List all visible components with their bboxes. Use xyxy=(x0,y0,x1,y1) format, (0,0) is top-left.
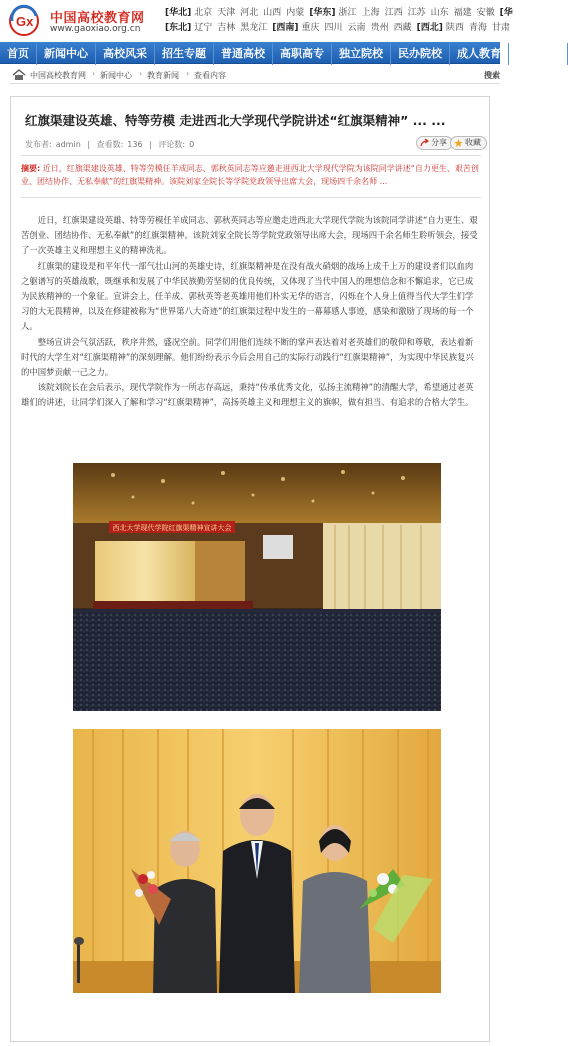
body-paragraph: 近日，红旗渠建设英雄、特等劳模任羊成同志、郭秋英同志等应邀走进西北大学现代学院为该院同学讲述“自力更生、艰苦创业、团结协作、无私奉献”的红旗渠精神。该院刘家全院长等学院党政领导出席大会，现场四千余名师生聆听领会，接受了一次英雄主义和理想主义的精神洗礼。 xyxy=(21,215,478,256)
region-city-link[interactable]: 内蒙 xyxy=(286,8,305,18)
nav-item[interactable]: 高校风采 xyxy=(96,43,155,65)
region-city-link[interactable]: 江苏 xyxy=(407,8,426,18)
region-group-label[interactable]: [东北] xyxy=(165,23,192,33)
auditorium-photo xyxy=(73,463,441,711)
divider xyxy=(21,155,481,156)
site-header xyxy=(0,0,513,40)
region-city-link[interactable]: 江西 xyxy=(384,8,403,18)
crumb-home[interactable]: 中国高校教育网 xyxy=(30,71,86,80)
article-summary xyxy=(21,162,481,188)
region-city-link[interactable]: 辽宁 xyxy=(194,23,213,33)
main-nav xyxy=(0,42,560,64)
region-city-link[interactable]: 云南 xyxy=(347,23,366,33)
favorite-button[interactable] xyxy=(450,136,487,150)
nav-item[interactable]: 民办院校 xyxy=(391,43,450,65)
gx-logo-icon xyxy=(8,6,42,36)
region-city-link[interactable]: 贵州 xyxy=(370,23,389,33)
favorite-label: 收藏 xyxy=(465,138,481,147)
region-group-label[interactable]: [华 xyxy=(499,8,513,18)
region-city-link[interactable]: 青海 xyxy=(468,23,487,33)
region-city-link[interactable]: 陕西 xyxy=(445,23,464,33)
nav-item[interactable]: 普通高校 xyxy=(214,43,273,65)
search-link[interactable]: 搜索 xyxy=(484,71,500,80)
crumb-separator: › xyxy=(186,69,190,78)
region-city-link[interactable]: 四川 xyxy=(324,23,343,33)
region-row xyxy=(165,6,513,21)
summary-label: 摘要: xyxy=(21,164,41,173)
comments-label: 评论数: xyxy=(158,140,186,149)
nav-item[interactable]: 艺术院校 xyxy=(509,43,568,65)
author-link[interactable]: admin xyxy=(55,140,81,149)
views-count: 136 xyxy=(127,140,143,149)
region-city-link[interactable]: 西藏 xyxy=(393,23,412,33)
share-icon xyxy=(420,139,429,147)
crumb-separator: › xyxy=(92,69,96,78)
meta-divider: | xyxy=(149,140,152,149)
star-icon xyxy=(454,139,463,147)
region-city-link[interactable]: 福建 xyxy=(453,8,472,18)
region-city-link[interactable]: 浙江 xyxy=(338,8,357,18)
body-paragraph: 该院刘院长在会后表示，现代学院作为一所志存高远，秉持“传承优秀文化，弘扬主流精神”的清醒大学，希望通过老英雄们的讲述，让同学们深入了解和学习“红旗渠精神”，高扬英雄主义和理想主义的旗帜，做有担当、有追求的合格大学生。 xyxy=(21,382,474,408)
nav-item[interactable]: 新闻中心 xyxy=(37,43,96,65)
body-paragraph: 红旗渠的建设是和平年代一部气壮山河的英雄史诗，红旗渠精神是在没有战火硝烟的战场上成千上万的建设者们以血肉之躯谱写的英雄战歌，既继承和发展了中华民族勤劳坚韧的优良传统，又体现了当代中国人的理想信念和不懈追求，它已成为民族精神的一个象征。宣讲会上，任羊成、郭秋英等老英雄用他们朴实无华的语言，闪烁在个人身上值得当代大学生们学习的大无畏精神，以及在修建被称为“世界第八大奇迹”的红旗渠过程中发生的一幕幕感人事迹，感染和激励了现场的每一个人。 xyxy=(21,260,474,332)
region-city-link[interactable]: 甘肃 xyxy=(491,23,510,33)
crumb-news-center[interactable]: 新闻中心 xyxy=(100,71,132,80)
summary-line: 业、团结协作、无私奉献”的红旗渠精神。该院刘家全院长等学院党政领导出席大会，现场四千余名师 ... xyxy=(21,177,388,186)
region-city-link[interactable]: 吉林 xyxy=(217,23,236,33)
nav-item[interactable]: 招生专题 xyxy=(155,43,214,65)
heroes-photo xyxy=(73,729,441,993)
nav-item[interactable]: 高职高专 xyxy=(273,43,332,65)
divider xyxy=(21,197,481,198)
author-label: 发布者: xyxy=(25,140,52,149)
region-group-label[interactable]: [西北] xyxy=(416,23,443,33)
region-city-link[interactable]: 重庆 xyxy=(301,23,320,33)
article-panel xyxy=(10,96,490,1042)
region-city-link[interactable]: 河北 xyxy=(240,8,259,18)
crumb-current: 查看内容 xyxy=(194,71,226,80)
nav-item[interactable]: 成人教育 xyxy=(450,43,509,65)
region-row xyxy=(165,21,510,36)
site-name: 中国高校教育网 xyxy=(50,11,145,26)
crumb-education-news[interactable]: 教育新闻 xyxy=(147,71,179,80)
share-label: 分享 xyxy=(431,138,447,147)
region-city-link[interactable]: 山东 xyxy=(430,8,449,18)
region-group-label[interactable]: [华北] xyxy=(165,8,192,18)
region-city-link[interactable]: 黑龙江 xyxy=(240,23,268,33)
region-city-link[interactable]: 北京 xyxy=(194,8,213,18)
site-logo[interactable] xyxy=(8,6,168,38)
region-city-link[interactable]: 山西 xyxy=(263,8,282,18)
home-icon[interactable] xyxy=(12,69,26,81)
site-url: www.gaoxiao.org.cn xyxy=(50,24,141,34)
article-title: 红旗渠建设英雄、特等劳模 走进西北大学现代学院讲述“红旗渠精神” ... ... xyxy=(25,113,446,128)
region-group-label[interactable]: [华东] xyxy=(309,8,336,18)
article-meta xyxy=(25,139,198,150)
region-city-link[interactable]: 安徽 xyxy=(476,8,495,18)
views-label: 查看数: xyxy=(96,140,124,149)
breadcrumb xyxy=(10,68,500,84)
summary-line: 近日，红旗渠建设英雄、特等劳模任羊成同志、郭秋英同志等应邀走进西北大学现代学院为该院同学讲述“自力更生、艰苦创 xyxy=(42,164,479,173)
share-button[interactable] xyxy=(416,136,453,150)
region-group-label[interactable]: [西南] xyxy=(272,23,299,33)
nav-item[interactable]: 独立院校 xyxy=(332,43,391,65)
crumb-separator: › xyxy=(139,69,143,78)
region-city-link[interactable]: 上海 xyxy=(361,8,380,18)
region-city-link[interactable]: 天津 xyxy=(217,8,236,18)
comments-count: 0 xyxy=(189,140,195,149)
article-body xyxy=(21,213,481,411)
meta-divider: | xyxy=(87,140,91,149)
logo-letters: Gx xyxy=(16,14,34,29)
nav-item[interactable]: 首页 xyxy=(0,43,37,65)
body-paragraph: 整场宣讲会气氛活跃，秩序井然，盛况空前。同学们用他们连续不断的掌声表达着对老英雄们的敬仰和尊敬，表达着新时代的大学生对“红旗渠精神”的深刻理解。他们纷纷表示今后会用自己的实际行动践行“红旗渠精神”，为实现中华民族复兴的中国梦贡献一己之力。 xyxy=(21,336,474,378)
region-links xyxy=(165,6,513,36)
banner-text: 西北大学现代学院红旗渠精神宣讲大会 xyxy=(112,524,232,532)
